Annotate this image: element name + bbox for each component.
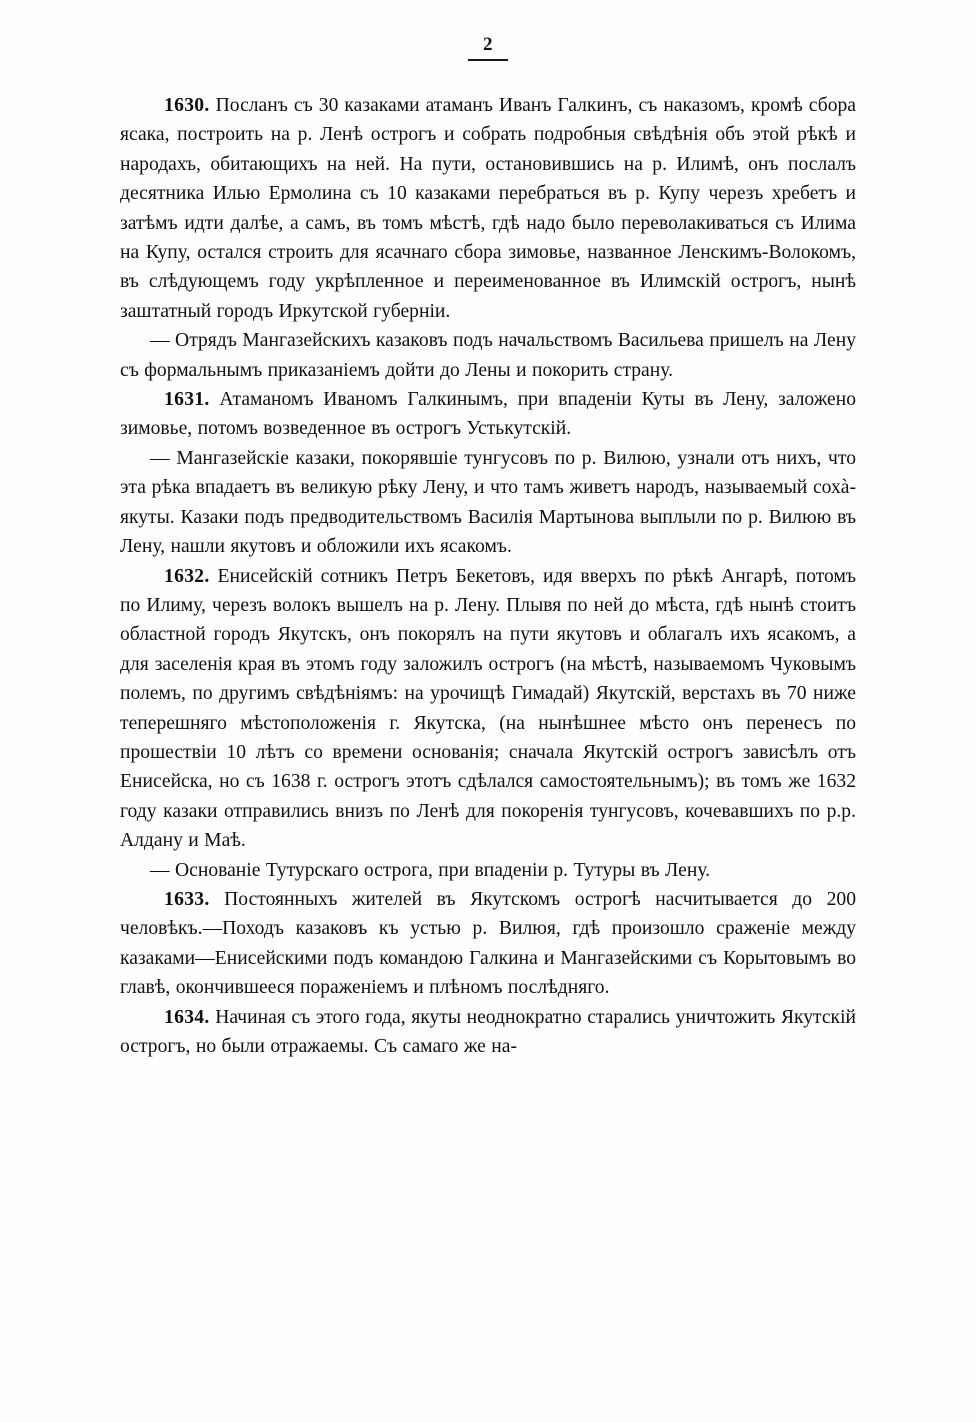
year-label-1633: 1633.: [164, 888, 210, 910]
paragraph-1632b: [120, 856, 856, 885]
paragraph-text-1633: Постоянныхъ жителей въ Якутскомъ острогѣ насчитывается до 200 человѣкъ.—Походъ казаковъ къ устью р. Вилюя, гдѣ произошло сраженіе между казаками—Енисейскими подъ командою Галкина и Мангазейскими съ Корытовымъ во главѣ, окончившееся пораженіемъ и плѣномъ послѣдняго.: [120, 888, 856, 999]
year-label-1634: 1634.: [164, 1006, 210, 1028]
year-label-1630: 1630.: [164, 95, 210, 116]
page-number: 2: [483, 34, 493, 55]
page-header: [0, 0, 976, 61]
page-text-body: [120, 61, 856, 1061]
paragraph-mangazeya: [120, 326, 856, 385]
paragraph-1634: [120, 1003, 856, 1062]
paragraph-text-1632: Енисейскій сотникъ Петръ Бекетовъ, идя вверхъ по рѣкѣ Ангарѣ, потомъ по Илиму, черезъ волокъ вышелъ на р. Лену. Плывя по ней до мѣста, гдѣ нынѣ стоитъ областной городъ Якутскъ, онъ покорялъ на пути якутовъ и облагалъ ихъ ясакомъ, а для заселенія края въ этомъ году заложилъ острогъ (на мѣстѣ, называемомъ Чуковымъ полемъ, по другимъ свѣдѣніямъ: на урочищѣ Гимадай) Якутскій, верстахъ въ 70 ниже теперешняго мѣстоположенія г. Якутска, (на нынѣшнее мѣсто онъ перенесъ по прошествіи 10 лѣтъ со времени основанія; сначала Якутскій острогъ зависѣлъ отъ Енисейска, но съ 1638 г. острогъ этотъ сдѣлался самостоятельнымъ); въ томъ же 1632 году казаки отправились внизъ по Ленѣ для покоренія тунгусовъ, кочевавшихъ по р.р. Алдану и Маѣ.: [120, 565, 856, 852]
paragraph-1632: [120, 562, 856, 856]
paragraph-text-1631b: Мангазейскіе казаки, покорявшіе тунгусовъ по р. Вилюю, узнали отъ нихъ, что эта рѣка впадаетъ въ великую рѣку Лену, и что тамъ живетъ народъ, называемый сохà-якуты. Казаки подъ предводительствомъ Василія Мартынова выплыли по р. Вилюю въ Лену, нашли якутовъ и обложили ихъ ясакомъ.: [120, 447, 856, 558]
year-label-1632: 1632.: [164, 565, 210, 587]
paragraph-1631: [120, 385, 856, 444]
paragraph-text-1632b: Основаніе Тутурскаго острога, при впаденіи р. Тутуры въ Лену.: [169, 859, 711, 881]
dash-marker-2: —: [150, 447, 170, 469]
paragraph-1631b: [120, 444, 856, 562]
dash-marker-3: —: [150, 859, 170, 881]
paragraph-1630: [120, 91, 856, 326]
year-label-1631: 1631.: [164, 389, 210, 411]
paragraph-text-1631: Атаманомъ Иваномъ Галкинымъ, при впаденіи Куты въ Лену, заложено зимовье, потомъ возведенное въ острогъ Устькутскій.: [120, 389, 856, 440]
paragraph-text-1634: Начиная съ этого года, якуты неоднократно старались уничтожить Якутскій острогъ, но были отражаемы. Съ самаго же на-: [120, 1006, 856, 1057]
paragraph-text-1630: Посланъ съ 30 казаками атаманъ Иванъ Галкинъ, съ наказомъ, кромѣ сбора ясака, построить на р. Ленѣ острогъ и собрать подробныя свѣдѣнія объ этой рѣкѣ и народахъ, обитающихъ на ней. На пути, остановившись на р. Илимѣ, онъ послалъ десятника Илью Ермолина съ 10 казаками перебраться въ р. Купу черезъ хребетъ и затѣмъ идти далѣе, а самъ, въ томъ мѣстѣ, гдѣ надо было переволакиваться съ Илима на Купу, остался строить для ясачнаго сбора зимовье, названное Ленскимъ-Волокомъ, въ слѣдующемъ году укрѣпленное и переименованное въ Илимскій острогъ, нынѣ заштатный городъ Иркутской губерніи.: [120, 95, 856, 322]
paragraph-text-mangazeya: Отрядъ Мангазейскихъ казаковъ подъ начальствомъ Васильева пришелъ на Лену съ формальнымъ приказаніемъ дойти до Лены и покорить страну.: [120, 330, 856, 381]
dash-marker-1: —: [150, 330, 170, 352]
paragraph-1633: [120, 885, 856, 1003]
